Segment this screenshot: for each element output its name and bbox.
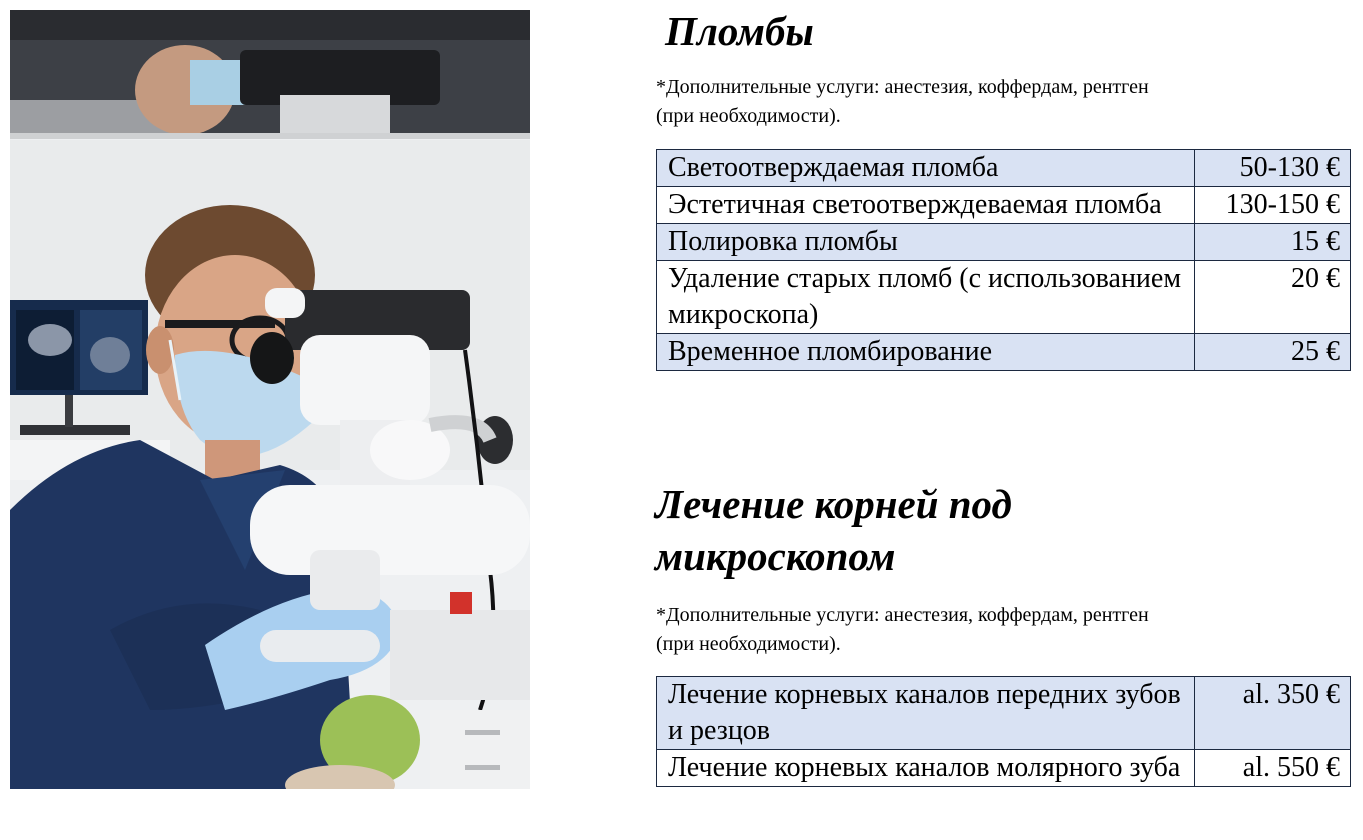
fillings-note-line-2: (при необходимости).	[656, 105, 841, 127]
service-price: 20 €	[1195, 261, 1351, 334]
root-canal-note-line-1: *Дополнительные услуги: анестезия, коффердам, рентген	[656, 604, 1149, 626]
table-row	[657, 224, 1351, 261]
dentist-microscope-illustration	[10, 10, 530, 789]
fillings-note	[656, 73, 1296, 131]
root-canal-note	[656, 601, 1296, 659]
table-row	[657, 334, 1351, 371]
fillings-note-line-1: *Дополнительные услуги: анестезия, коффердам, рентген	[656, 76, 1149, 98]
service-price: 130-150 €	[1195, 187, 1351, 224]
service-name: Эстетичная светоотверждеваемая пломба	[657, 187, 1195, 224]
service-price: 25 €	[1195, 334, 1351, 371]
service-price: 15 €	[1195, 224, 1351, 261]
table-row	[657, 150, 1351, 187]
table-row	[657, 261, 1351, 334]
root-canal-note-line-2: (при необходимости).	[656, 633, 841, 655]
table-row	[657, 750, 1351, 787]
service-price: 50-130 €	[1195, 150, 1351, 187]
service-price: al. 550 €	[1195, 750, 1351, 787]
service-name: Полировка пломбы	[657, 224, 1195, 261]
service-name: Удаление старых пломб (с использованием микроскопа)	[657, 261, 1195, 334]
table-row	[657, 677, 1351, 750]
service-price: al. 350 €	[1195, 677, 1351, 750]
dentist-photo	[10, 10, 530, 789]
table-row	[657, 187, 1351, 224]
fillings-price-table	[656, 149, 1351, 371]
service-name: Временное пломбирование	[657, 334, 1195, 371]
root-canal-heading-line-1: Лечение корней под	[655, 481, 1012, 527]
fillings-heading: Пломбы	[665, 8, 814, 54]
root-canal-heading	[655, 478, 1012, 582]
service-name: Светоотверждаемая пломба	[657, 150, 1195, 187]
root-canal-price-table	[656, 676, 1351, 787]
root-canal-heading-line-2: микроскопом	[655, 533, 896, 579]
service-name: Лечение корневых каналов передних зубов и резцов	[657, 677, 1195, 750]
service-name: Лечение корневых каналов молярного зуба	[657, 750, 1195, 787]
